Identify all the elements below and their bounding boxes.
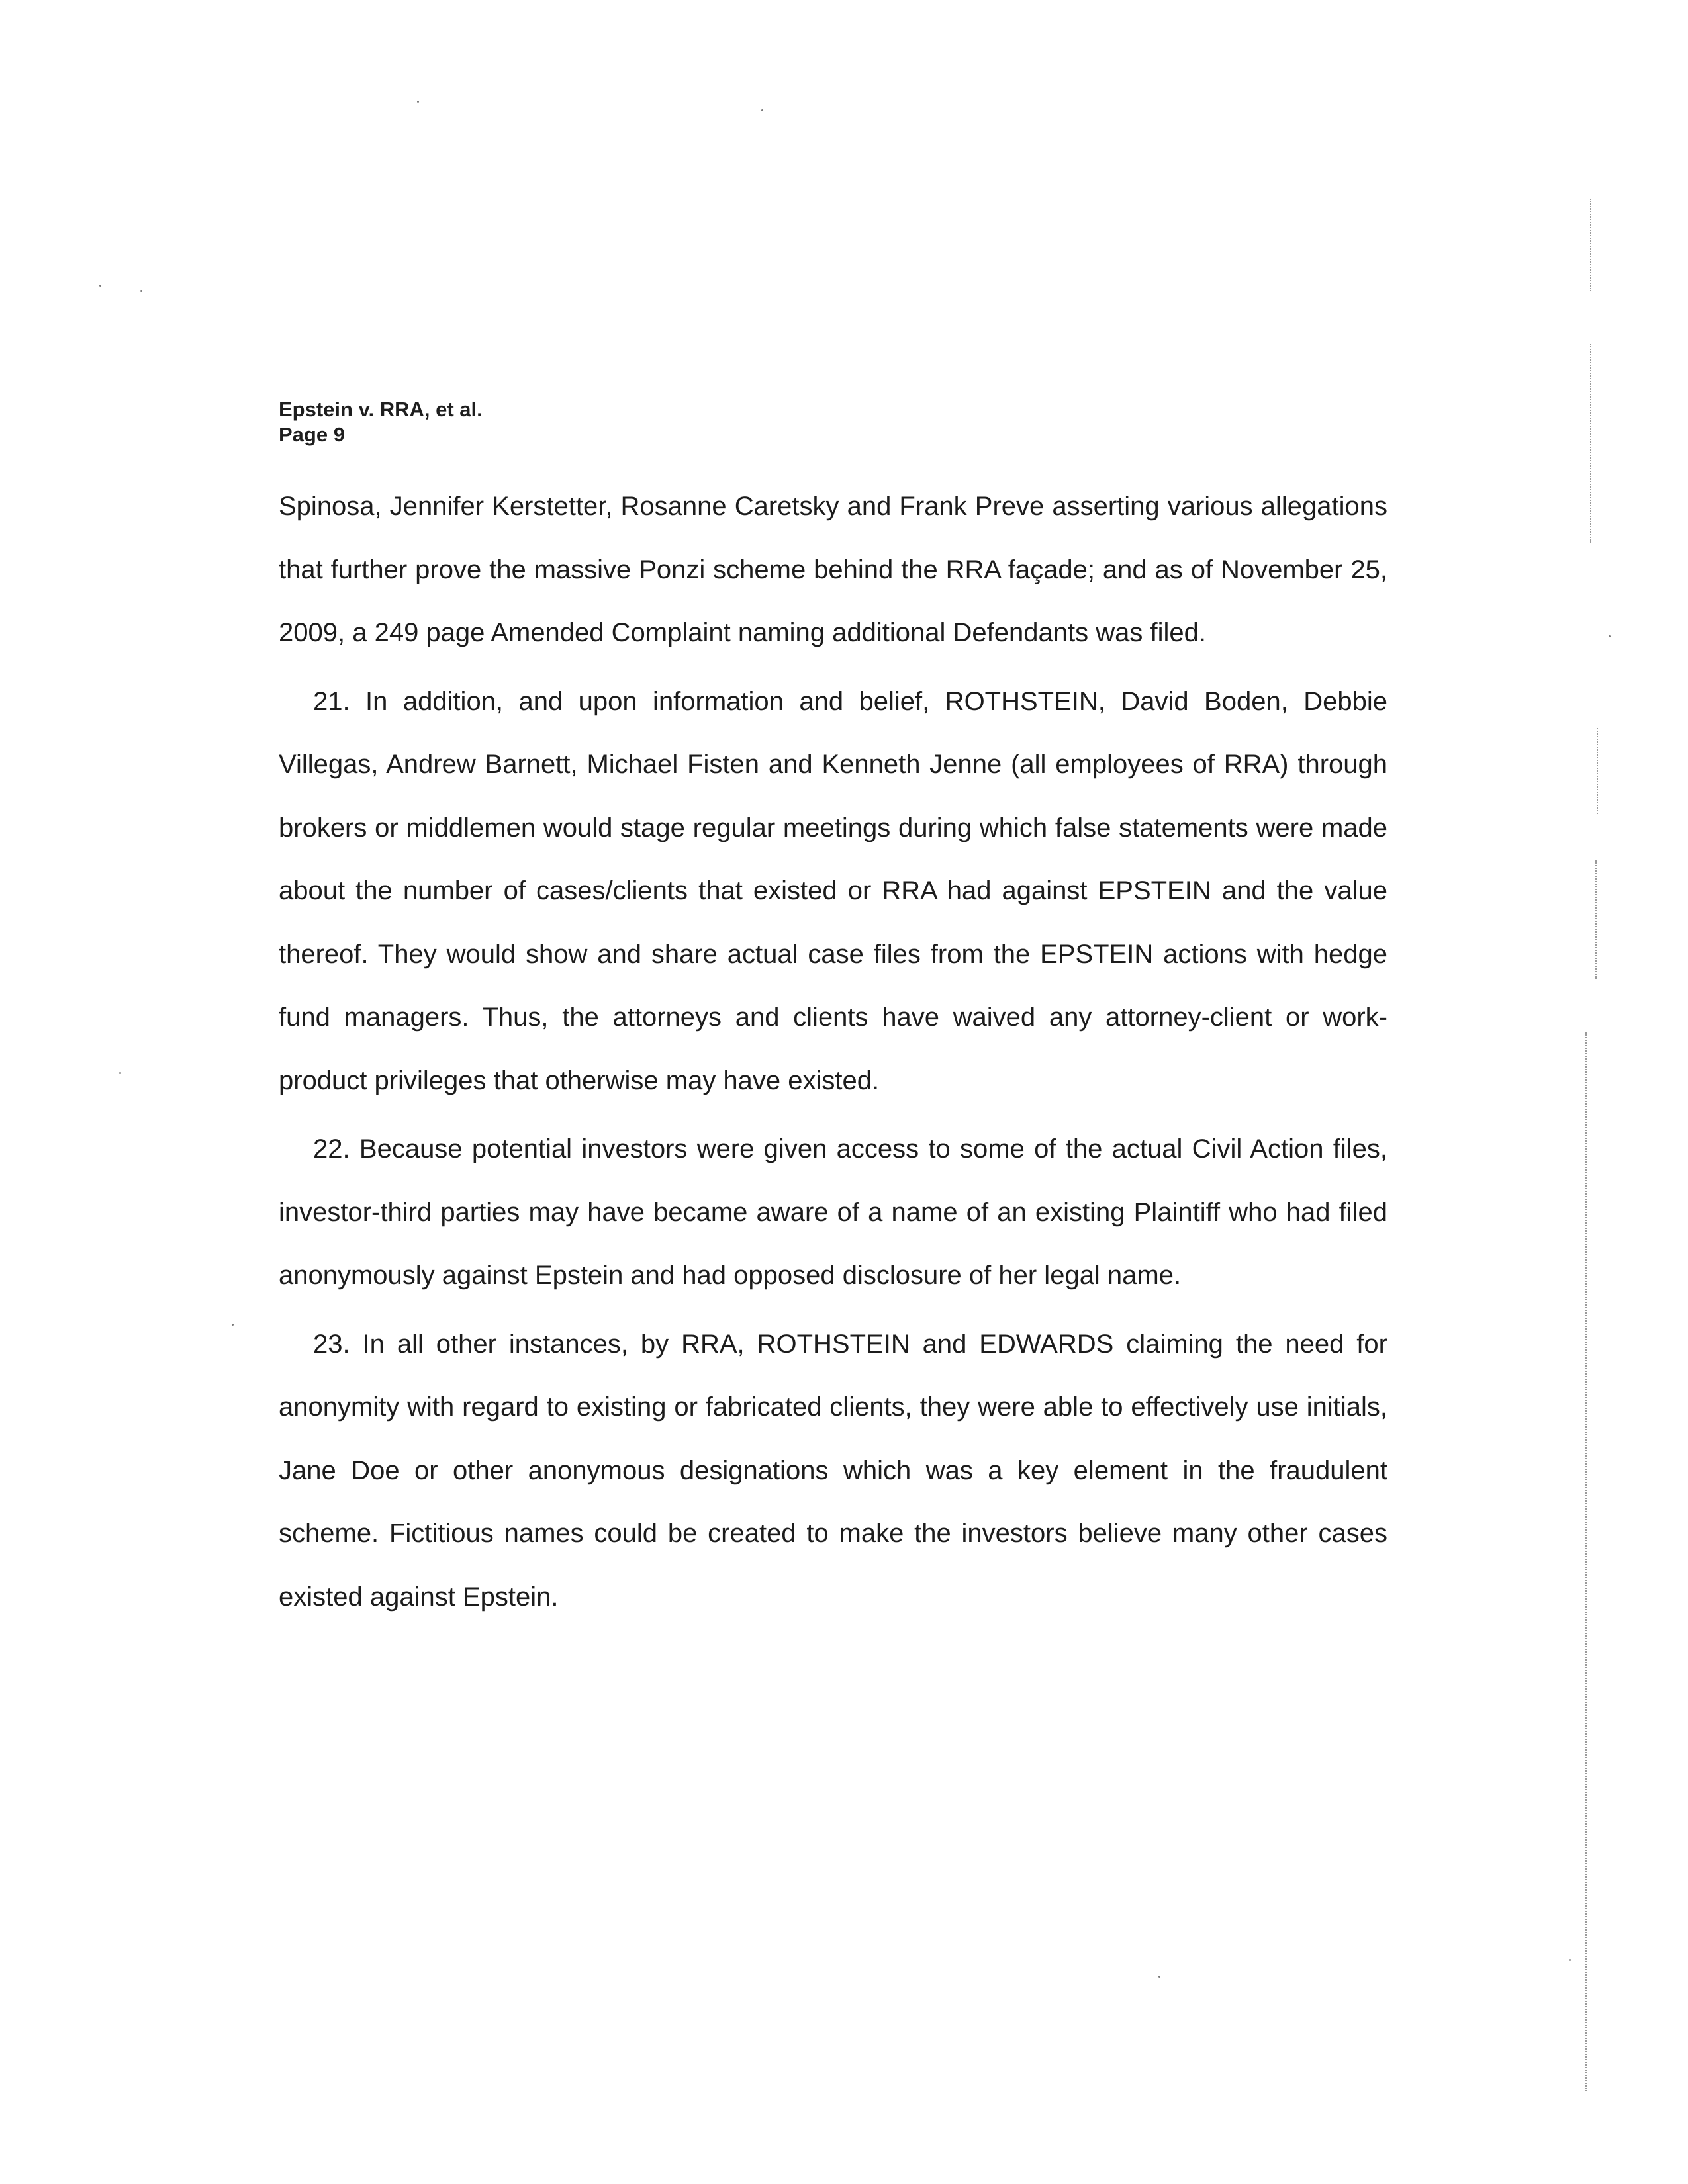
scan-speck xyxy=(1158,1976,1160,1978)
scan-speck xyxy=(417,101,419,103)
paragraph-continuation: Spinosa, Jennifer Kerstetter, Rosanne Caretsky and Frank Preve asserting various allegations that further prove the massive Ponzi scheme behind the RRA façade; and as of November 25, 2009, a 249 page Amended Complaint naming additional Defendants was filed. xyxy=(279,492,1387,647)
scan-edge-mark xyxy=(1585,1032,1587,2091)
paragraph-21: 21. In addition, and upon information and belief, ROTHSTEIN, David Boden, Debbie Villegas, Andrew Barnett, Michael Fisten and Kenneth Jenne (all employees of RRA) through brokers or middlemen would stage regular meetings during which false statements were made about the number of cases/clients that existed or RRA had against EPSTEIN and the value thereof. They would show and share actual case files from the EPSTEIN actions with hedge fund managers. Thus, the attorneys and clients have waived any attorney-client or work- product privileges that otherwise may have existed. xyxy=(279,686,1387,1095)
scan-speck xyxy=(99,285,101,287)
paragraph-23: 23. In all other instances, by RRA, ROTHSTEIN and EDWARDS claiming the need for anonymity with regard to existing or fabricated clients, they were able to effectively use initials, Jane Doe or other anonymous designations which was a key element in the fraudulent scheme. Fictitious names could be created to make the investors believe many other cases existed against Epstein. xyxy=(279,1329,1387,1612)
scan-speck xyxy=(232,1324,234,1326)
scan-speck xyxy=(140,290,142,292)
scan-edge-mark xyxy=(1595,860,1597,979)
case-caption: Epstein v. RRA, et al. xyxy=(279,398,483,421)
scan-edge-mark xyxy=(1597,728,1598,814)
scan-speck xyxy=(1569,1959,1571,1961)
paragraph-22: 22. Because potential investors were given access to some of the actual Civil Action files, investor-third parties may have became aware of a name of an existing Plaintiff who had filed anonymously against Epstein and had opposed disclosure of her legal name. xyxy=(279,1134,1387,1290)
scan-speck xyxy=(119,1072,121,1074)
document-header xyxy=(279,397,483,447)
scan-speck xyxy=(761,109,763,111)
scan-edge-mark xyxy=(1590,344,1591,543)
document-body xyxy=(279,475,1387,1629)
page-number: Page 9 xyxy=(279,423,345,446)
scan-edge-mark xyxy=(1590,199,1591,291)
scan-speck xyxy=(1609,635,1611,637)
